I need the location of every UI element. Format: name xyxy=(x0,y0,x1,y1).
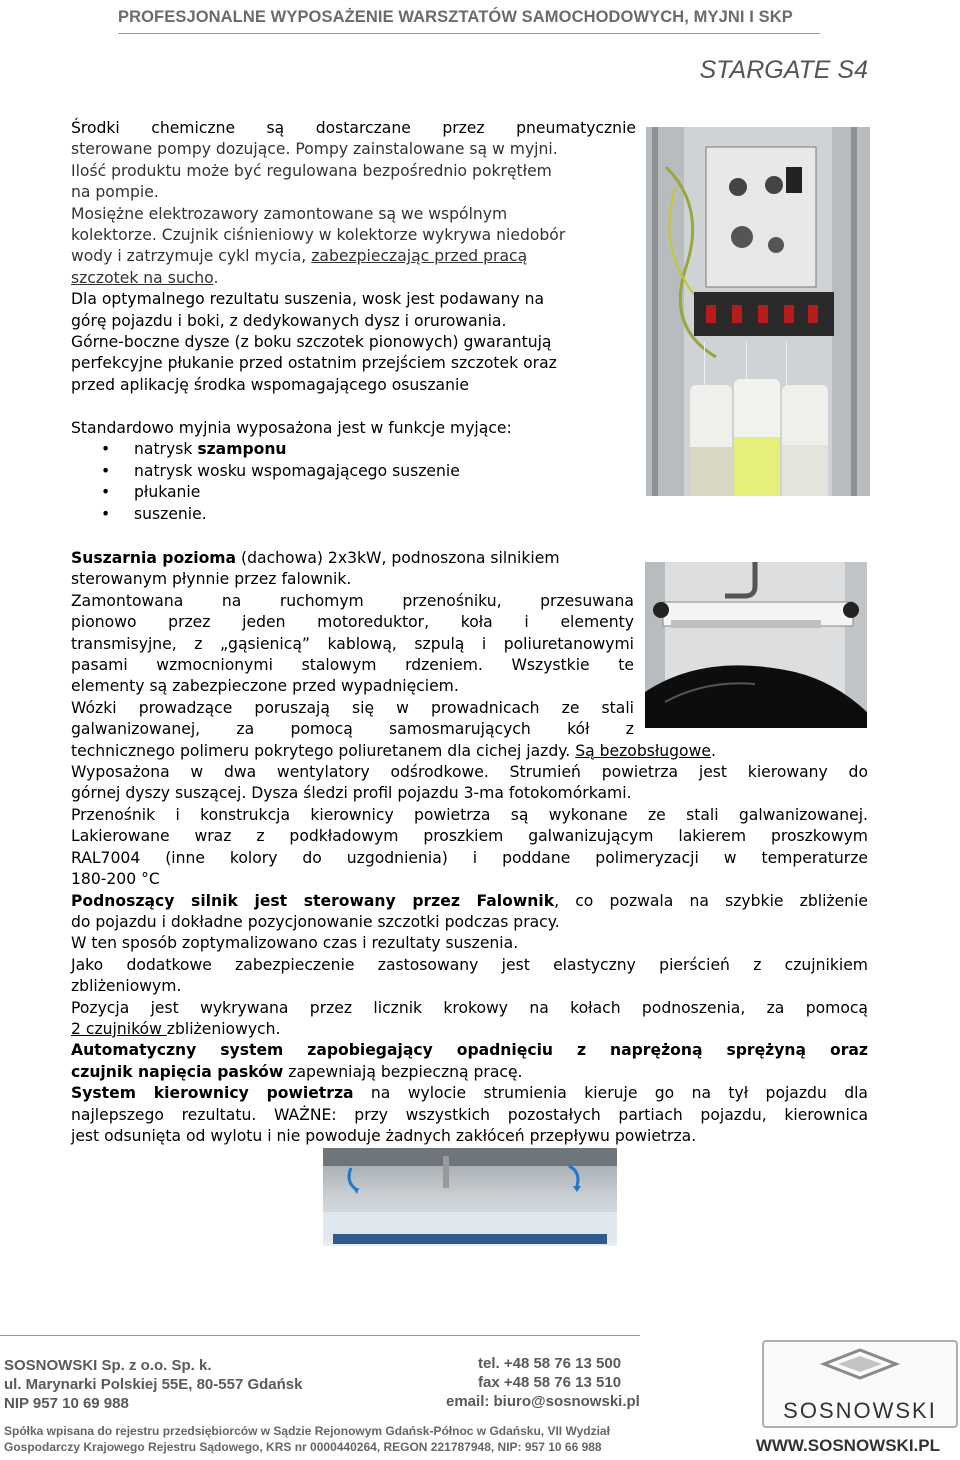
text-line: Wyposażona w dwa wentylatory odśrodkowe. Strumień powietrza jest kierowany do xyxy=(71,763,868,782)
text-line: na pompie. xyxy=(71,183,159,202)
footer-address: ul. Marynarki Polskiej 55E, 80-557 Gdańsk xyxy=(4,1376,303,1393)
dryer-section xyxy=(71,548,868,1147)
text-line: Zamontowana na ruchomym przenośniku, przesuwana xyxy=(71,591,634,610)
text-line: górę pojazdu i boki, z dedykowanych dysz i orurowania. xyxy=(71,311,507,330)
header-divider xyxy=(118,33,820,34)
bold-text: System kierownicy powietrza xyxy=(71,1084,354,1103)
text-fragment: natrysk xyxy=(134,440,198,459)
text-fragment: wody i zatrzymuje cykl mycia, xyxy=(71,247,312,266)
text-line: RAL7004 (inne kolory do uzgodnienia) i poddane polimeryzacji w temperaturze xyxy=(71,848,868,867)
text-line: jest odsunięta od wylotu i nie powoduje żadnych zakłóceń przepływu powietrza. xyxy=(71,1126,697,1145)
footer-nip: NIP 957 10 69 988 xyxy=(4,1395,129,1412)
text-line: Środki chemiczne są dostarczane przez pneumatycznie xyxy=(71,119,636,137)
text-fragment: , co pozwala na szybkie zbliżenie xyxy=(554,891,868,910)
text-line: transmisyjne, z „gąsienicą” kablową, szpulą i poliuretanowymi xyxy=(71,634,634,653)
text-line xyxy=(71,741,868,762)
text-line: Automatyczny system zapobiegający opadnięciu z naprężoną sprężyną oraz xyxy=(71,1041,868,1060)
text-line: przed aplikację środka wspomagającego osuszanie xyxy=(71,375,469,394)
text-line: perfekcyjne płukanie przed ostatnim przejściem szczotek oraz xyxy=(71,354,557,373)
text-line xyxy=(71,891,868,912)
text-line: kolektorze. Czujnik ciśnieniowy w kolektorze wykrywa niedobór xyxy=(71,226,566,245)
pump-cabinet-photo xyxy=(646,127,870,496)
text-line: 180-200 °C xyxy=(71,870,160,889)
list-item: • suszenie. xyxy=(71,504,636,525)
text-line: Ilość produktu może być regulowana bezpośrednio pokrętłem xyxy=(71,161,552,180)
text-line: W ten sposób zoptymalizowano czas i rezultaty suszenia. xyxy=(71,934,519,953)
underlined-text: 2 czujników xyxy=(71,1019,167,1038)
text-line xyxy=(71,548,868,569)
text-line xyxy=(71,1062,868,1083)
list-item: • natrysk wosku wspomagającego suszenie xyxy=(71,461,636,482)
text-fragment: . xyxy=(213,268,219,287)
text-line xyxy=(71,268,636,289)
underlined-text: szczotek na sucho xyxy=(71,268,214,287)
text-line: najlepszego rezultatu. WAŻNE: przy wszystkich pozostałych partiach pojazdu, kierownica xyxy=(71,1105,868,1124)
functions-section xyxy=(71,418,636,525)
text-line: górnej dyszy suszącej. Dysza śledzi profil pojazdu 3-ma fotokomórkami. xyxy=(71,784,632,803)
air-director-photo xyxy=(323,1148,617,1246)
logo-icon xyxy=(764,1342,956,1398)
text-fragment: zapewniają bezpieczną pracę. xyxy=(283,1062,523,1081)
text-fragment: . xyxy=(710,741,716,760)
text-line: Mosiężne elektrozawory zamontowane są we wspólnym xyxy=(71,204,508,223)
logo-text: SOSNOWSKI xyxy=(783,1398,937,1423)
list-item xyxy=(71,439,636,460)
text-line: Wózki prowadzące poruszają się w prowadnicach ze stali xyxy=(71,698,634,717)
bold-text: czujnik napięcia pasków xyxy=(71,1062,284,1081)
website-link[interactable]: WWW.SOSNOWSKI.PL xyxy=(755,1436,940,1455)
text-line xyxy=(71,246,636,267)
text-fragment: na wylocie strumienia kieruje go na tył pojazdu dla xyxy=(353,1084,868,1103)
text-line: sterowanym płynnie przez falownik. xyxy=(71,570,352,589)
text-line: Górne-boczne dysze (z boku szczotek pionowych) gwarantują xyxy=(71,333,552,352)
bold-text: Podnoszący silnik jest sterowany przez Falownik xyxy=(71,891,555,910)
footer-registry-line1: Spółka wpisana do rejestru przedsiębiorców w Sądzie Rejonowym Gdańsk-Północ w Gdańsku, VII Wydział xyxy=(4,1424,610,1438)
text-line xyxy=(71,1019,868,1040)
footer-company: SOSNOWSKI Sp. z o.o. Sp. k. xyxy=(4,1357,212,1374)
underlined-text: zabezpieczając przed pracą xyxy=(311,247,528,266)
text-fragment: (dachowa) 2x3kW, podnoszona silnikiem xyxy=(236,549,560,567)
footer-email: email: biuro@sosnowski.pl xyxy=(446,1393,640,1410)
text-fragment: zbliżeniowych. xyxy=(166,1019,281,1038)
bold-text: Suszarnia pozioma xyxy=(71,549,237,567)
bold-text: szamponu xyxy=(197,440,287,459)
list-item: • płukanie xyxy=(71,482,636,503)
text-line: Pozycja jest wykrywana przez licznik krokowy na kołach podnoszenia, za pomocą xyxy=(71,998,868,1017)
pump-cabinet-illustration xyxy=(646,127,870,496)
text-line: sterowane pompy dozujące. Pompy zainstalowane są w myjni. xyxy=(71,140,558,159)
functions-intro: Standardowo myjnia wyposażona jest w funkcje myjące: xyxy=(71,419,512,437)
footer-tel: tel. +48 58 76 13 500 xyxy=(478,1355,622,1372)
text-line: Dla optymalnego rezultatu suszenia, wosk jest podawany na xyxy=(71,290,545,309)
text-line: Lakierowane wraz z podkładowym proszkiem galwanizującym lakierem proszkowym xyxy=(71,827,868,846)
text-line: pionowo przez jeden motoreduktor, koła i elementy xyxy=(71,613,634,632)
company-logo xyxy=(762,1340,958,1428)
text-line: zbliżeniowym. xyxy=(71,977,182,996)
underlined-text: Są bezobsługowe xyxy=(575,741,711,760)
chemicals-section xyxy=(71,118,636,396)
model-name: STARGATE S4 xyxy=(699,56,868,84)
text-fragment: technicznego polimeru pokrytego poliuretanem dla cichej jazdy. xyxy=(71,741,576,760)
footer-registry-line2: Gospodarczy Krajowego Rejestru Sądowego, KRS nr 0000440264, REGON 221787948, NIP: 957 10 66 988 xyxy=(4,1440,602,1454)
text-line: galwanizowanej, za pomocą samosmarujących kół z xyxy=(71,720,634,739)
functions-list xyxy=(0,439,636,525)
footer-divider xyxy=(0,1335,640,1336)
header-title: PROFESJONALNE WYPOSAŻENIE WARSZTATÓW SAMOCHODOWYCH, MYJNI I SKP xyxy=(118,8,793,26)
air-director-illustration xyxy=(323,1148,617,1246)
text-line: do pojazdu i dokładne pozycjonowanie szczotki podczas pracy. xyxy=(71,912,560,931)
text-line: pasami wzmocnionymi stalowym rdzeniem. Wszystkie te xyxy=(71,656,634,675)
text-line: Przenośnik i konstrukcja kierownicy powietrza są wykonane ze stali galwanizowanej. xyxy=(71,805,868,824)
footer-fax: fax +48 58 76 13 510 xyxy=(478,1374,622,1391)
text-line: Jako dodatkowe zabezpieczenie zastosowany jest elastyczny pierścień z czujnikiem xyxy=(71,955,868,974)
text-line xyxy=(71,1083,868,1104)
text-line: elementy są zabezpieczone przed wypadnięciem. xyxy=(71,677,459,696)
